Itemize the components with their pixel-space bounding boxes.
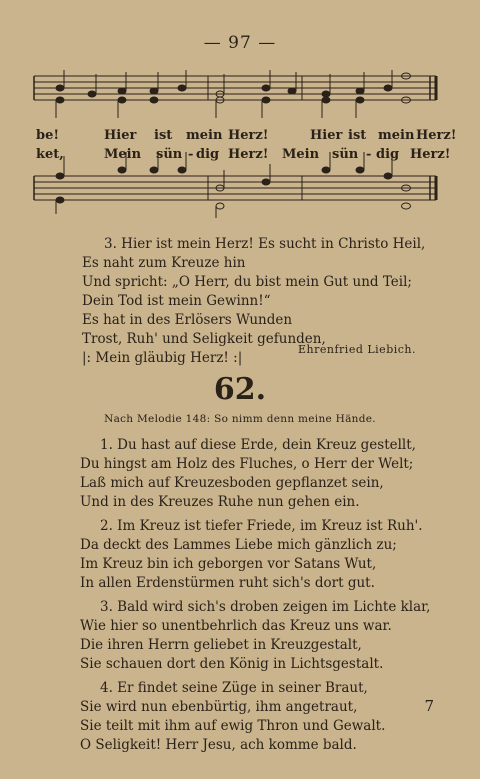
- lyric-word: -: [188, 147, 194, 162]
- lyric-word: Herz!: [410, 147, 451, 162]
- lyric-word: Mein: [282, 147, 320, 162]
- verse-line: 2. Im Kreuz ist tiefer Friede, im Kreuz ist Ruh'.: [100, 518, 423, 534]
- lyric-word: dig: [376, 147, 400, 162]
- lyric-word: Mein: [104, 147, 142, 162]
- music-score: [30, 68, 440, 218]
- lyric-word: ket,: [36, 147, 64, 162]
- lower-staff: [34, 176, 436, 200]
- verse-line: O Seligkeit! Herr Jesu, ach komme bald.: [80, 737, 357, 753]
- verse-line: |: Mein gläubig Herz! :|: [82, 350, 243, 366]
- lyric-word: Hier: [310, 128, 343, 143]
- lyric-word: sün: [156, 147, 183, 162]
- verse-line: Trost, Ruh' und Seligkeit gefunden,: [82, 331, 326, 347]
- lyric-word: be!: [36, 128, 60, 143]
- verse-line: 4. Er findet seine Züge in seiner Braut,: [100, 680, 368, 696]
- lyric-word: ist: [348, 128, 367, 143]
- lyric-word: Herz!: [228, 128, 269, 143]
- signature-mark: 7: [424, 697, 434, 715]
- verse-line: Es naht zum Kreuze hin: [82, 255, 246, 271]
- verse-line: Laß mich auf Kreuzesboden gepflanzet sein,: [80, 475, 384, 491]
- verse-line: Und in des Kreuzes Ruhe nun gehen ein.: [80, 494, 360, 510]
- lyric-word: sün: [332, 147, 359, 162]
- verse-line: Da deckt des Lammes Liebe mich gänzlich zu;: [80, 537, 397, 553]
- verse-line: 3. Bald wird sich's droben zeigen im Lichte klar,: [100, 599, 431, 615]
- verse-line: 3. Hier ist mein Herz! Es sucht in Christo Heil,: [104, 236, 426, 252]
- lyric-word: Herz!: [416, 128, 457, 143]
- verse-line: Wie hier so unentbehrlich das Kreuz uns war.: [80, 618, 392, 634]
- hymn-author: Ehrenfried Liebich.: [298, 343, 416, 356]
- verse-line: Dein Tod ist mein Gewinn!“: [82, 293, 271, 309]
- verse-line: In allen Erdenstürmen ruht sich's dort gut.: [80, 575, 375, 591]
- melody-reference: Nach Melodie 148: So nimm denn meine Hände.: [104, 413, 376, 425]
- hymn-number: 62.: [213, 372, 267, 407]
- verse-line: Sie schauen dort den König in Lichtsgestalt.: [80, 656, 384, 672]
- lyric-word: ist: [154, 128, 173, 143]
- lyric-word: dig: [196, 147, 220, 162]
- verse-line: Im Kreuz bin ich geborgen vor Satans Wut,: [80, 556, 377, 572]
- verse-line: Und spricht: „O Herr, du bist mein Gut und Teil;: [82, 274, 412, 290]
- page-number: — 97 —: [203, 33, 277, 53]
- lyric-word: Hier: [104, 128, 137, 143]
- verse-line: Sie teilt mit ihm auf ewig Thron und Gewalt.: [80, 718, 386, 734]
- verse-line: Die ihren Herrn geliebet in Kreuzgestalt,: [80, 637, 362, 653]
- verse-line: Es hat in des Erlösers Wunden: [82, 312, 293, 328]
- verse-line: 1. Du hast auf diese Erde, dein Kreuz gestellt,: [100, 437, 416, 453]
- lyric-word: -: [366, 147, 372, 162]
- lyric-word: mein: [186, 128, 223, 143]
- lyric-word: mein: [378, 128, 415, 143]
- verse-line: Sie wird nun ebenbürtig, ihm angetraut,: [80, 699, 358, 715]
- lyric-word: Herz!: [228, 147, 269, 162]
- verse-line: Du hingst am Holz des Fluches, o Herr der Welt;: [80, 456, 414, 472]
